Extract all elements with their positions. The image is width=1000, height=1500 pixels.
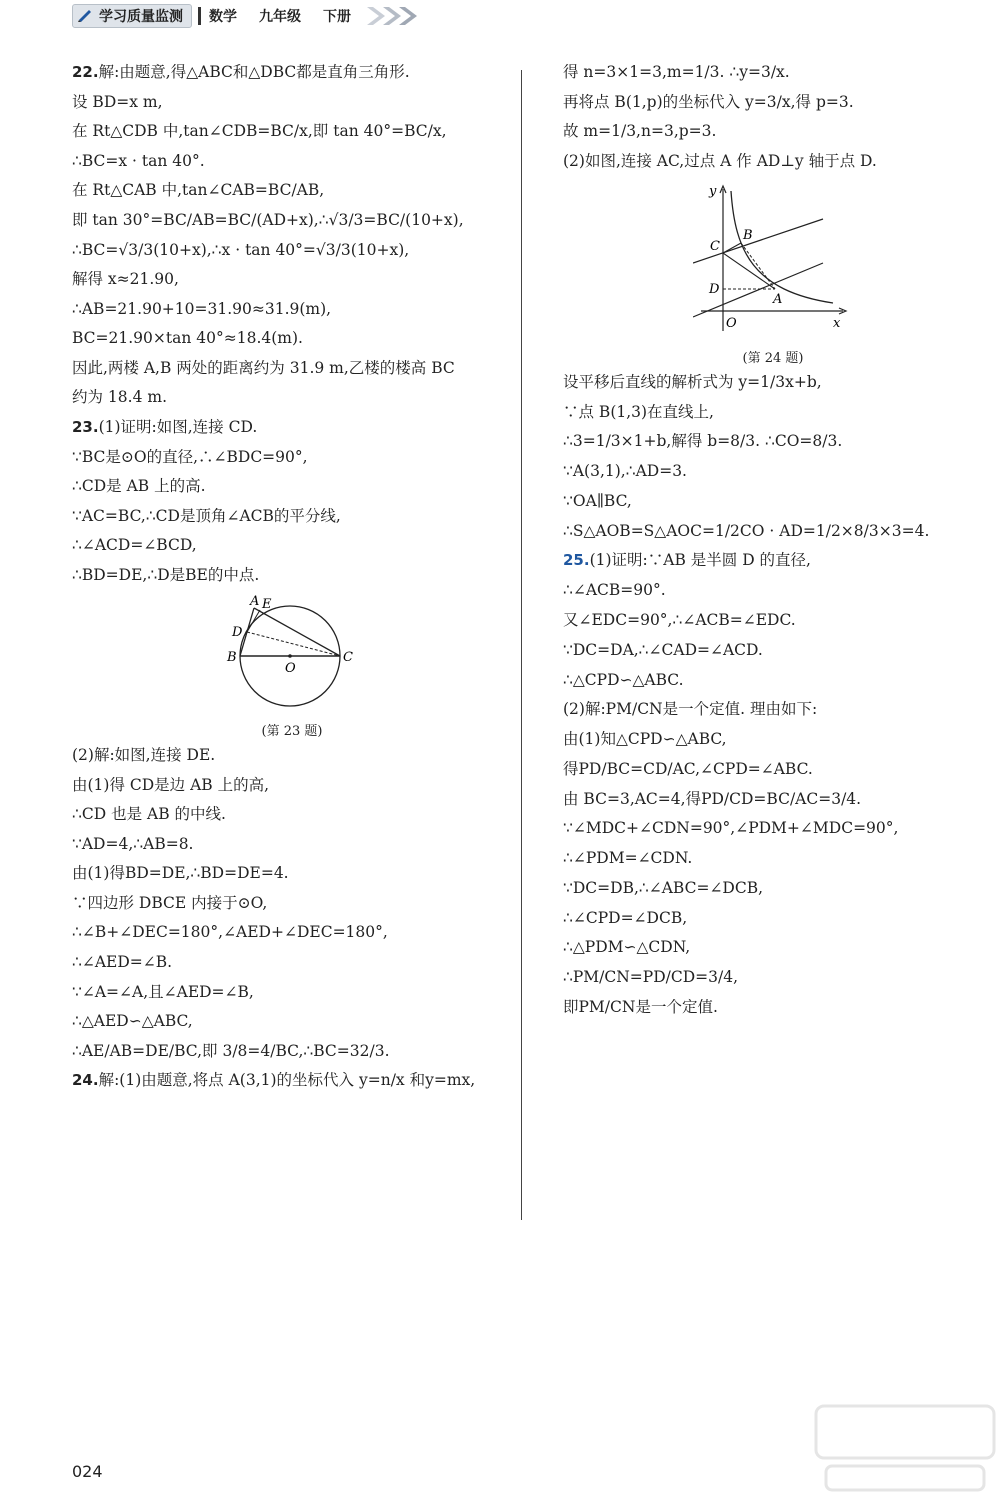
book-title-tag — [72, 4, 192, 28]
text-line — [563, 610, 983, 630]
circle-diagram — [222, 594, 362, 714]
text-content: ∴BC=x · tan 40°. — [72, 151, 205, 170]
text-line — [72, 745, 512, 765]
text-line — [563, 818, 983, 838]
label-A: A — [773, 291, 783, 307]
subject-label: 数学 — [209, 9, 237, 25]
text-line — [72, 1011, 512, 1031]
chevron-decoration-icon — [365, 5, 425, 27]
label-O: O — [726, 315, 737, 331]
text-content: (1)证明:∵AB 是半圆 D 的直径, — [589, 551, 811, 570]
text-content: 故 m=1/3,n=3,p=3. — [563, 122, 717, 141]
text-content: ∴AE/AB=DE/BC,即 3/8=4/BC,∴BC=32/3. — [72, 1041, 390, 1060]
text-content: ∵AD=4,∴AB=8. — [72, 834, 194, 853]
text-line — [72, 358, 512, 378]
text-line — [563, 402, 983, 422]
text-line — [72, 476, 512, 496]
text-line — [72, 565, 512, 585]
text-line — [72, 180, 512, 200]
text-line — [563, 580, 983, 600]
text-line — [72, 982, 512, 1002]
text-line — [72, 62, 512, 83]
grade-label: 九年级 — [259, 9, 301, 25]
text-line — [72, 210, 512, 230]
figure-23 — [72, 594, 512, 718]
text-line — [72, 328, 512, 348]
text-line — [563, 121, 983, 141]
text-line — [72, 922, 512, 942]
text-content: 由(1)得 CD是边 AB 上的高, — [72, 775, 270, 794]
text-content: (1)证明:如图,连接 CD. — [98, 417, 258, 436]
text-content: (2)解:如图,连接 DE. — [72, 746, 216, 765]
coordinate-diagram — [693, 181, 853, 341]
text-content: ∵四边形 DBCE 内接于⊙O, — [72, 893, 268, 912]
label-B: B — [227, 650, 237, 666]
text-content: ∵A(3,1),∴AD=3. — [563, 462, 687, 481]
text-content: 得 n=3×1=3,m=1/3. ∴y=3/x. — [563, 63, 790, 81]
text-line — [563, 461, 983, 481]
text-content: 再将点 B(1,p)的坐标代入 y=3/x,得 p=3. — [563, 92, 854, 111]
text-line — [72, 535, 512, 555]
text-line — [563, 967, 983, 987]
watermark-logo-icon — [810, 1400, 1000, 1500]
text-content: 得PD/BC=CD/AC,∠CPD=∠ABC. — [563, 759, 813, 778]
text-content: ∴BD=DE,∴D是BE的中点. — [72, 565, 260, 584]
header-divider — [198, 7, 201, 25]
text-content: ∴△AED∽△ABC, — [72, 1012, 193, 1031]
text-line — [72, 893, 512, 913]
label-y: y — [709, 183, 717, 199]
text-line — [563, 729, 983, 749]
page-number: 024 — [72, 1462, 103, 1481]
text-content: 即 tan 30°=BC/AB=BC/(AD+x),∴√3/3=BC/(10+x), — [72, 211, 464, 230]
left-text-block-1 — [72, 62, 512, 585]
text-content: 即PM/CN是一个定值. — [563, 997, 718, 1016]
figure-24 — [563, 181, 983, 345]
text-content: 在 Rt△CAB 中,tan∠CAB=BC/AB, — [72, 181, 325, 200]
text-content: ∴∠AED=∠B. — [72, 953, 173, 971]
text-content: ∴△CPD∽△ABC. — [563, 670, 684, 689]
text-content: ∴△PDM∽△CDN, — [563, 938, 691, 957]
figure-24-caption: (第 24 题) — [742, 350, 804, 366]
text-content: ∵点 B(1,3)在直线上, — [563, 402, 714, 421]
text-line — [563, 640, 983, 660]
text-content: 设 BD=x m, — [72, 92, 163, 111]
figure-23-caption: (第 23 题) — [261, 724, 323, 740]
text-line — [563, 550, 983, 571]
text-content: ∴∠PDM=∠CDN. — [563, 849, 693, 868]
text-content: ∵∠MDC+∠CDN=90°,∠PDM+∠MDC=90°, — [563, 819, 899, 838]
text-line — [563, 848, 983, 868]
label-D: D — [709, 281, 720, 297]
text-content: ∵∠A=∠A,且∠AED=∠B, — [72, 982, 254, 1001]
column-divider — [521, 70, 522, 1220]
right-text-block-2 — [563, 372, 983, 1017]
text-line — [563, 92, 983, 112]
text-content: ∴∠ACD=∠BCD, — [72, 536, 197, 555]
left-column — [72, 62, 512, 1100]
text-content: ∴CD是 AB 上的高. — [72, 477, 206, 496]
question-number: 25. — [563, 551, 590, 570]
text-content: ∴∠B+∠DEC=180°,∠AED+∠DEC=180°, — [72, 923, 388, 942]
label-D: D — [232, 625, 243, 641]
text-line — [563, 759, 983, 779]
text-line — [563, 372, 983, 392]
text-content: ∴AB=21.90+10=31.90≈31.9(m), — [72, 299, 332, 318]
question-number: 22. — [72, 63, 99, 81]
text-line — [563, 908, 983, 928]
text-line — [72, 240, 512, 260]
text-content: 设平移后直线的解析式为 y=1/3x+b, — [563, 372, 822, 391]
text-line — [72, 417, 512, 438]
text-line — [72, 1041, 512, 1061]
right-text-block-1 — [563, 62, 983, 171]
text-line — [72, 151, 512, 171]
text-line — [72, 775, 512, 795]
text-line — [72, 92, 512, 112]
text-content: (2)解:PM/CN是一个定值. 理由如下: — [563, 700, 818, 719]
text-content: 由 BC=3,AC=4,得PD/CD=BC/AC=3/4. — [563, 789, 862, 808]
text-content: (2)如图,连接 AC,过点 A 作 AD⊥y 轴于点 D. — [563, 152, 877, 171]
text-line — [563, 62, 983, 82]
label-E: E — [262, 597, 272, 613]
page-header — [72, 4, 425, 28]
text-content: ∴∠ACB=90°. — [563, 581, 666, 600]
volume-label: 下册 — [323, 9, 351, 25]
text-line — [72, 506, 512, 526]
text-content: ∴PM/CN=PD/CD=3/4, — [563, 967, 739, 986]
pen-icon — [77, 8, 93, 22]
text-content: ∴CD 也是 AB 的中线. — [72, 805, 226, 824]
left-text-block-2 — [72, 745, 512, 1090]
text-content: ∵AC=BC,∴CD是顶角∠ACB的平分线, — [72, 506, 341, 525]
text-content: 由(1)知△CPD∽△ABC, — [563, 730, 727, 749]
book-title: 学习质量监测 — [99, 9, 183, 25]
text-line — [72, 447, 512, 467]
label-A: A — [250, 594, 260, 610]
text-line — [563, 937, 983, 957]
text-line — [72, 952, 512, 972]
text-line — [72, 387, 512, 407]
text-content: ∴S△AOB=S△AOC=1/2CO · AD=1/2×8/3×3=4. — [563, 521, 930, 540]
text-line — [563, 670, 983, 690]
text-line — [563, 491, 983, 511]
text-content: 又∠EDC=90°,∴∠ACB=∠EDC. — [563, 611, 796, 630]
question-number: 23. — [72, 417, 99, 436]
text-content: 约为 18.4 m. — [72, 388, 167, 407]
text-content: 在 Rt△CDB 中,tan∠CDB=BC/x,即 tan 40°=BC/x, — [72, 122, 447, 141]
text-line — [72, 863, 512, 883]
text-line — [563, 521, 983, 541]
text-content: 解:(1)由题意,将点 A(3,1)的坐标代入 y=n/x 和y=mx, — [98, 1071, 476, 1090]
text-line — [563, 789, 983, 809]
question-number: 24. — [72, 1071, 99, 1090]
text-content: ∵BC是⊙O的直径,∴∠BDC=90°, — [72, 447, 308, 466]
text-content: ∴BC=√3/3(10+x),∴x · tan 40°=√3/3(10+x), — [72, 240, 410, 259]
label-O: O — [285, 661, 296, 677]
label-C: C — [710, 238, 720, 254]
text-line — [563, 699, 983, 719]
text-line — [563, 431, 983, 451]
text-content: 解得 x≈21.90, — [72, 270, 179, 289]
text-line — [563, 878, 983, 898]
right-column — [563, 62, 983, 1026]
text-line — [72, 1070, 512, 1091]
text-line — [72, 299, 512, 319]
text-content: 因此,两楼 A,B 两处的距离约为 31.9 m,乙楼的楼高 BC — [72, 358, 455, 377]
text-line — [563, 997, 983, 1017]
text-content: 解:由题意,得△ABC和△DBC都是直角三角形. — [98, 63, 410, 81]
text-line — [72, 834, 512, 854]
text-content: 由(1)得BD=DE,∴BD=DE=4. — [72, 864, 289, 883]
label-C: C — [343, 650, 353, 666]
text-content: ∵OA∥BC, — [563, 491, 632, 510]
text-line — [72, 121, 512, 141]
text-content: ∴∠CPD=∠DCB, — [563, 908, 688, 927]
text-content: ∴3=1/3×1+b,解得 b=8/3. ∴CO=8/3. — [563, 432, 843, 451]
text-line — [563, 151, 983, 171]
text-content: ∵DC=DB,∴∠ABC=∠DCB, — [563, 878, 764, 897]
text-content: ∵DC=DA,∴∠CAD=∠ACD. — [563, 640, 763, 659]
label-x: x — [833, 315, 841, 331]
text-content: BC=21.90×tan 40°≈18.4(m). — [72, 329, 303, 348]
label-B: B — [743, 227, 753, 243]
text-line — [72, 804, 512, 824]
text-line — [72, 269, 512, 289]
